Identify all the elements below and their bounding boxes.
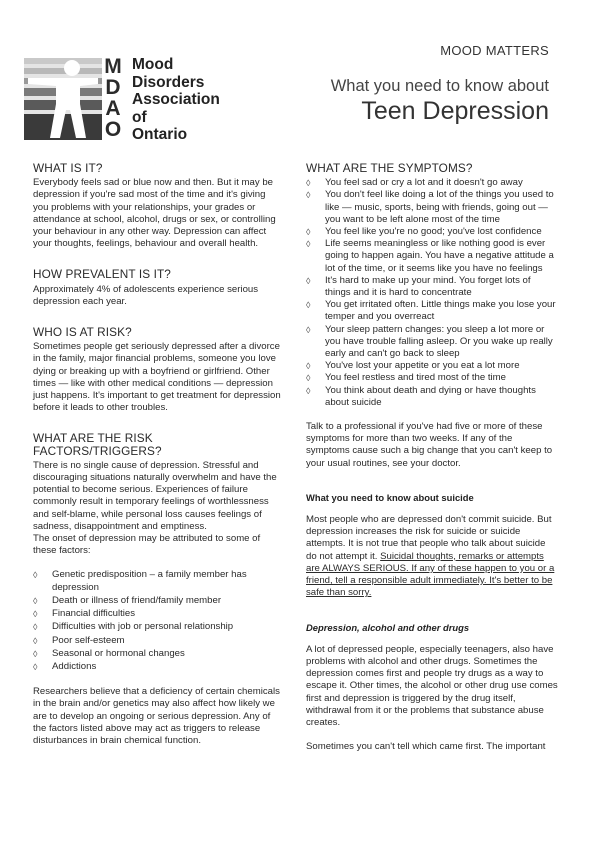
section-what-is-it [33, 162, 281, 250]
list-item [306, 189, 558, 226]
diamond-bullet-icon: ◊ [306, 324, 311, 335]
list-item [33, 621, 281, 633]
organization-name [132, 56, 220, 144]
list-item [306, 238, 558, 275]
list-item-text: Your sleep pattern changes: you sleep a lot more or you have trouble falling asleep. Or you wake up really early and can't go back to sleep [325, 323, 553, 360]
logo-acronym [102, 56, 124, 142]
list-item [33, 635, 281, 647]
paragraph-text: Most people who are depressed don't commit suicide. But depression increases the risk for suicide or suicide attempts. It is not true that people who talk about suicide do not attempt it. [306, 514, 552, 562]
section-alcohol-drugs [306, 622, 558, 754]
list-item [306, 275, 558, 299]
section-symptoms [306, 162, 558, 470]
section-heading: WHAT ARE THE SYMPTOMS? [306, 161, 473, 175]
org-name-line: Association [132, 91, 220, 108]
org-name-line: Ontario [132, 126, 188, 143]
org-name-line: Mood [132, 56, 174, 73]
paragraph: A lot of depressed people, especially teenagers, also have problems with alcohol and other drugs. Sometimes the depression comes first and people try drugs as a way to escape it. Other times, the alcohol or other drug use comes first and depression is triggered by the drug itself, withdrawal from it or the problems that substance abuse creates. [306, 643, 558, 728]
diamond-bullet-icon: ◊ [306, 373, 311, 384]
right-column [306, 162, 558, 753]
list-item-text: You feel like you're no good; you've lost confidence [325, 226, 542, 238]
section-at-risk [33, 326, 281, 414]
paragraph: Approximately 4% of adolescents experience serious depression each year. [33, 283, 259, 307]
diamond-bullet-icon: ◊ [33, 635, 38, 646]
diamond-bullet-icon: ◊ [306, 275, 311, 286]
list-item [306, 226, 558, 238]
list-item [33, 569, 281, 593]
subsection-heading: What you need to know about suicide [306, 491, 474, 503]
diamond-bullet-icon: ◊ [33, 622, 38, 633]
diamond-bullet-icon: ◊ [306, 178, 311, 189]
diamond-bullet-icon: ◊ [306, 385, 311, 396]
list-item-text: You don't feel like doing a lot of the things you used to like — music, sports, being with friends, going out — you want to be left alone most of the time [325, 189, 554, 225]
list-item-text: Genetic predisposition – a family member has depression [52, 569, 247, 593]
person-figure-logo-icon [24, 56, 102, 140]
paragraph: There is no single cause of depression. Stressful and discouraging situations naturally overwhelm and have the potential to become serious. Experiences of failure commonly result in temporary feelings of worthlessness and self-blame, while personal loss causes feelings of sadness, disappointment and emptiness. [33, 459, 277, 532]
list-item-text: It's hard to make up your mind. You forget lots of things and it is hard to concentrate [325, 274, 531, 299]
section-heading: HOW PREVALENT IS IT? [33, 267, 171, 282]
list-item-text: You think about death and dying or have thoughts about suicide [325, 384, 536, 408]
symptom-list [306, 177, 558, 409]
logo-letter: D [105, 76, 121, 99]
list-item-text: Life seems meaningless or like nothing good is ever going to happen again. You have a negative attitude a lot of the time, or it seems like you have no feelings [325, 238, 554, 274]
left-column [33, 162, 281, 747]
section-heading: WHO IS AT RISK? [33, 325, 132, 340]
section-heading: WHAT ARE THE RISK FACTORS/TRIGGERS? [33, 431, 162, 458]
logo-letter: M [104, 55, 122, 78]
paragraph [306, 514, 558, 599]
list-item [306, 177, 558, 189]
diamond-bullet-icon: ◊ [33, 595, 38, 606]
document-title: Teen Depression [361, 97, 549, 125]
list-item-text: Difficulties with job or personal relationship [52, 621, 234, 633]
diamond-bullet-icon: ◊ [33, 648, 38, 659]
mdao-logo [24, 56, 224, 142]
diamond-bullet-icon: ◊ [306, 300, 311, 311]
paragraph: Researchers believe that a deficiency of certain chemicals in the brain and/or genetics may also affect how likely we are to develop an ongoing or serious depression. Any of the factors listed above may act as triggers to release disturbances in brain chemical function. [33, 686, 280, 746]
list-item-text: Financial difficulties [52, 608, 136, 620]
risk-factor-list [33, 569, 281, 673]
logo-letter: O [104, 118, 122, 141]
document-subtitle: What you need to know about [330, 77, 549, 95]
list-item [33, 648, 281, 660]
list-item-text: You feel sad or cry a lot and it doesn't go away [325, 177, 523, 189]
diamond-bullet-icon: ◊ [33, 609, 38, 620]
diamond-bullet-icon: ◊ [33, 570, 38, 581]
list-item [306, 324, 558, 361]
section-heading: WHAT IS IT? [33, 161, 103, 175]
list-item [306, 372, 558, 384]
list-item [33, 595, 281, 607]
org-name-line: of [132, 108, 147, 126]
list-item-text: You feel restless and tired most of the time [325, 372, 506, 384]
list-item [306, 385, 558, 409]
list-item-text: Addictions [52, 660, 97, 672]
diamond-bullet-icon: ◊ [306, 227, 311, 238]
paragraph: Talk to a professional if you've had five or more of these symptoms for more than two weeks. If any of the symptoms cause such a big change that you can't keep to your usual routines, see your doctor. [306, 421, 553, 469]
list-item-text: You get irritated often. Little things make you lose your temper and you overreact [325, 299, 556, 323]
paragraph: Everybody feels sad or blue now and then. But it may be depression if you're sad most of the time and it's giving you problems with your relationships, your grades or attendance at school, alcohol, drugs or sex, or controlling your behaviour in any other way. Depression can affect your thoughts, feelings, behaviour and overall health. [33, 177, 276, 250]
logo-letter: A [105, 97, 121, 120]
org-name-line: Disorders [132, 73, 205, 91]
list-item-text: Death or illness of friend/family member [52, 594, 222, 606]
warning-text: Suicidal thoughts, remarks or attempts are ALWAYS SERIOUS. If any of these happen to you or a friend, tell a responsible adult immediately. It's better to be safe than sorry. [306, 550, 555, 599]
diamond-bullet-icon: ◊ [33, 661, 38, 672]
list-item [33, 661, 281, 673]
diamond-bullet-icon: ◊ [306, 361, 311, 372]
paragraph: The onset of depression may be attributed to some of these factors: [33, 533, 261, 557]
section-prevalence [33, 268, 281, 308]
list-item-text: Poor self-esteem [52, 634, 125, 646]
subsection-heading: Depression, alcohol and other drugs [306, 621, 470, 633]
section-risk-factors [33, 432, 281, 747]
list-item [306, 360, 558, 372]
list-item [306, 299, 558, 323]
diamond-bullet-icon: ◊ [306, 190, 311, 201]
list-item-text: Seasonal or hormonal changes [52, 647, 185, 659]
series-title: MOOD MATTERS [440, 43, 549, 58]
paragraph: Sometimes you can't tell which came first. The important [306, 741, 546, 753]
section-suicide [306, 492, 558, 600]
list-item [33, 608, 281, 620]
list-item-text: You've lost your appetite or you eat a lot more [325, 360, 520, 372]
paragraph: Sometimes people get seriously depressed after a divorce in the family, major financial problems, someone you love dying or breaking up with a boyfriend or girlfriend. Other times — like with other medical conditions — depression just happens. It's important to get treatment for depression before it leads to other troubles. [33, 341, 281, 414]
diamond-bullet-icon: ◊ [306, 239, 311, 250]
